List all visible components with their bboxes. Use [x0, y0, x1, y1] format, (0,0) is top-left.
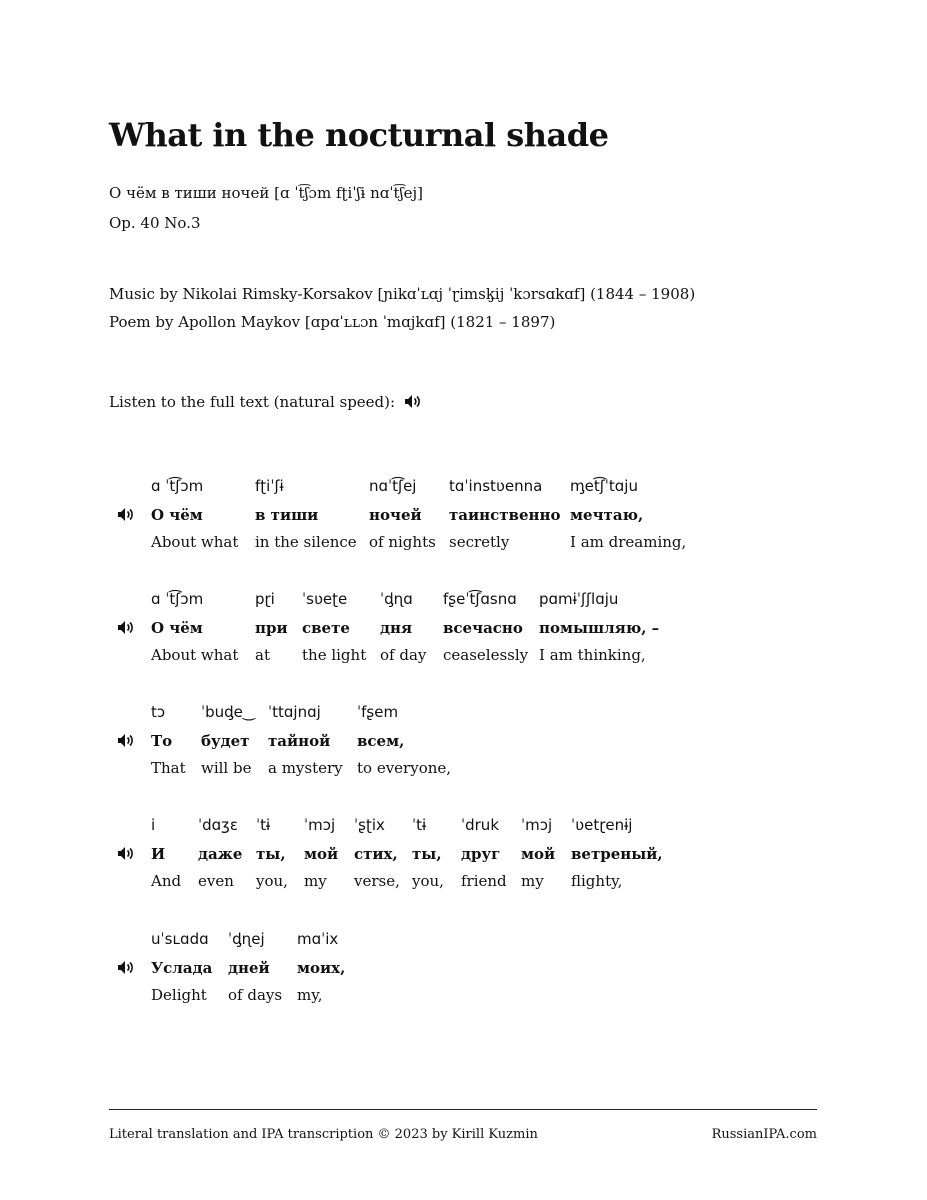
word-ipa: ˈbud̡e‿	[201, 703, 255, 721]
word-english: my	[521, 872, 544, 890]
word-english: And	[151, 872, 182, 890]
word-english: Delight	[151, 986, 207, 1004]
word-russian: при	[255, 619, 288, 637]
word-ipa: pɽi	[255, 590, 275, 608]
word-english: you,	[412, 872, 444, 890]
word-russian: О чём	[151, 506, 203, 524]
word-english: in the silence	[255, 533, 357, 551]
word-russian: моих,	[297, 959, 346, 977]
word-ipa: tɔ	[151, 703, 166, 721]
word-ipa: ˈd̡ɳɑ	[380, 590, 413, 608]
word-russian: То	[151, 732, 173, 750]
word-english: I am dreaming,	[570, 533, 687, 551]
word-russian: в тиши	[255, 506, 319, 524]
word-ipa: ˈʂʈix	[354, 816, 385, 834]
word-ipa: ˈd̡ɳej	[228, 930, 265, 948]
word-english: will be	[201, 759, 252, 777]
composer-credit: Music by Nikolai Rimsky-Korsakov [ɲikɑˈʟɑj ˈɽimsk̡ij ˈkɔrsɑkɑf] (1844 – 1908)	[109, 285, 696, 303]
word-russian: ты,	[412, 845, 442, 863]
word-english: you,	[256, 872, 288, 890]
word-english: my,	[297, 986, 323, 1004]
word-english: That	[151, 759, 186, 777]
word-ipa: ˈfʂem	[357, 703, 399, 721]
word-ipa: m̡et͡ʃˈtɑju	[570, 477, 638, 495]
subtitle-russian: О чём в тиши ночей [ɑ ˈt͡ʃɔm fʈiˈʃɨ nɑˈt͡ʃej]	[109, 184, 423, 202]
word-english: a mystery	[268, 759, 343, 777]
word-ipa: nɑˈt͡ʃej	[369, 477, 417, 495]
word-russian: стих,	[354, 845, 398, 863]
word-russian: О чём	[151, 619, 203, 637]
word-english: I am thinking,	[539, 646, 646, 664]
word-ipa: ɑ ˈt͡ʃɔm	[151, 590, 204, 608]
word-russian: мой	[521, 845, 556, 863]
word-russian: ночей	[369, 506, 422, 524]
word-russian: дней	[228, 959, 270, 977]
word-russian: таинственно	[449, 506, 561, 524]
word-english: my	[304, 872, 327, 890]
poet-credit: Poem by Apollon Maykov [ɑpɑˈʟʟɔn ˈmɑjkɑf] (1821 – 1897)	[109, 313, 556, 331]
speaker-icon[interactable]	[117, 960, 134, 975]
word-russian: будет	[201, 732, 250, 750]
word-ipa: ˈdɑʒɛ	[198, 816, 238, 834]
word-ipa: ˈmɔj	[304, 816, 336, 834]
word-ipa: tɑˈinstʋenna	[449, 477, 543, 495]
word-ipa: ˈtɨ	[412, 816, 427, 834]
word-russian: дня	[380, 619, 413, 637]
word-ipa: mɑˈix	[297, 930, 339, 948]
word-english: even	[198, 872, 234, 890]
page-title: What in the nocturnal shade	[109, 116, 609, 154]
word-ipa: fʂeˈt͡ʃɑsnɑ	[443, 590, 517, 608]
speaker-icon[interactable]	[117, 733, 134, 748]
word-russian: всечасно	[443, 619, 523, 637]
word-russian: даже	[198, 845, 243, 863]
word-russian: помышляю, –	[539, 619, 660, 637]
word-english: About what	[151, 646, 239, 664]
word-russian: ты,	[256, 845, 286, 863]
word-english: ceaselessly	[443, 646, 529, 664]
word-ipa: i	[151, 816, 156, 834]
footer-copyright: Literal translation and IPA transcription © 2023 by Kirill Kuzmin	[109, 1127, 538, 1142]
word-english: the light	[302, 646, 367, 664]
word-ipa: pɑmɨˈʃʃlɑju	[539, 590, 619, 608]
word-russian: мечтаю,	[570, 506, 644, 524]
word-ipa: fʈiˈʃɨ	[255, 477, 284, 495]
word-english: of day	[380, 646, 427, 664]
speaker-icon[interactable]	[404, 394, 421, 409]
word-english: of nights	[369, 533, 436, 551]
word-russian: Услада	[151, 959, 213, 977]
word-russian: И	[151, 845, 166, 863]
opus-number: Op. 40 No.3	[109, 214, 201, 232]
word-english: About what	[151, 533, 239, 551]
speaker-icon[interactable]	[117, 846, 134, 861]
word-russian: ветреный,	[571, 845, 663, 863]
word-english: verse,	[354, 872, 400, 890]
listen-full-text	[109, 393, 421, 411]
word-russian: мой	[304, 845, 339, 863]
listen-label: Listen to the full text (natural speed):	[109, 393, 396, 411]
word-ipa: uˈsʟɑdɑ	[151, 930, 209, 948]
word-russian: свете	[302, 619, 350, 637]
word-english: to everyone,	[357, 759, 452, 777]
word-russian: друг	[461, 845, 501, 863]
word-russian: всем,	[357, 732, 405, 750]
word-russian: тайной	[268, 732, 331, 750]
word-ipa: ˈʋetɽenɨj	[571, 816, 633, 834]
speaker-icon[interactable]	[117, 620, 134, 635]
word-english: friend	[461, 872, 507, 890]
footer-site-link[interactable]: RussianIPA.com	[711, 1127, 817, 1142]
word-english: flighty,	[571, 872, 623, 890]
word-ipa: ˈmɔj	[521, 816, 553, 834]
speaker-icon[interactable]	[117, 507, 134, 522]
word-ipa: ɑ ˈt͡ʃɔm	[151, 477, 204, 495]
word-english: secretly	[449, 533, 510, 551]
word-ipa: ˈtɨ	[256, 816, 271, 834]
word-ipa: ˈdruk	[461, 816, 500, 834]
word-ipa: ˈsʋeʈe	[302, 590, 348, 608]
word-ipa: ˈttɑjnɑj	[268, 703, 321, 721]
word-english: of days	[228, 986, 283, 1004]
word-english: at	[255, 646, 270, 664]
footer-divider	[109, 1109, 817, 1110]
